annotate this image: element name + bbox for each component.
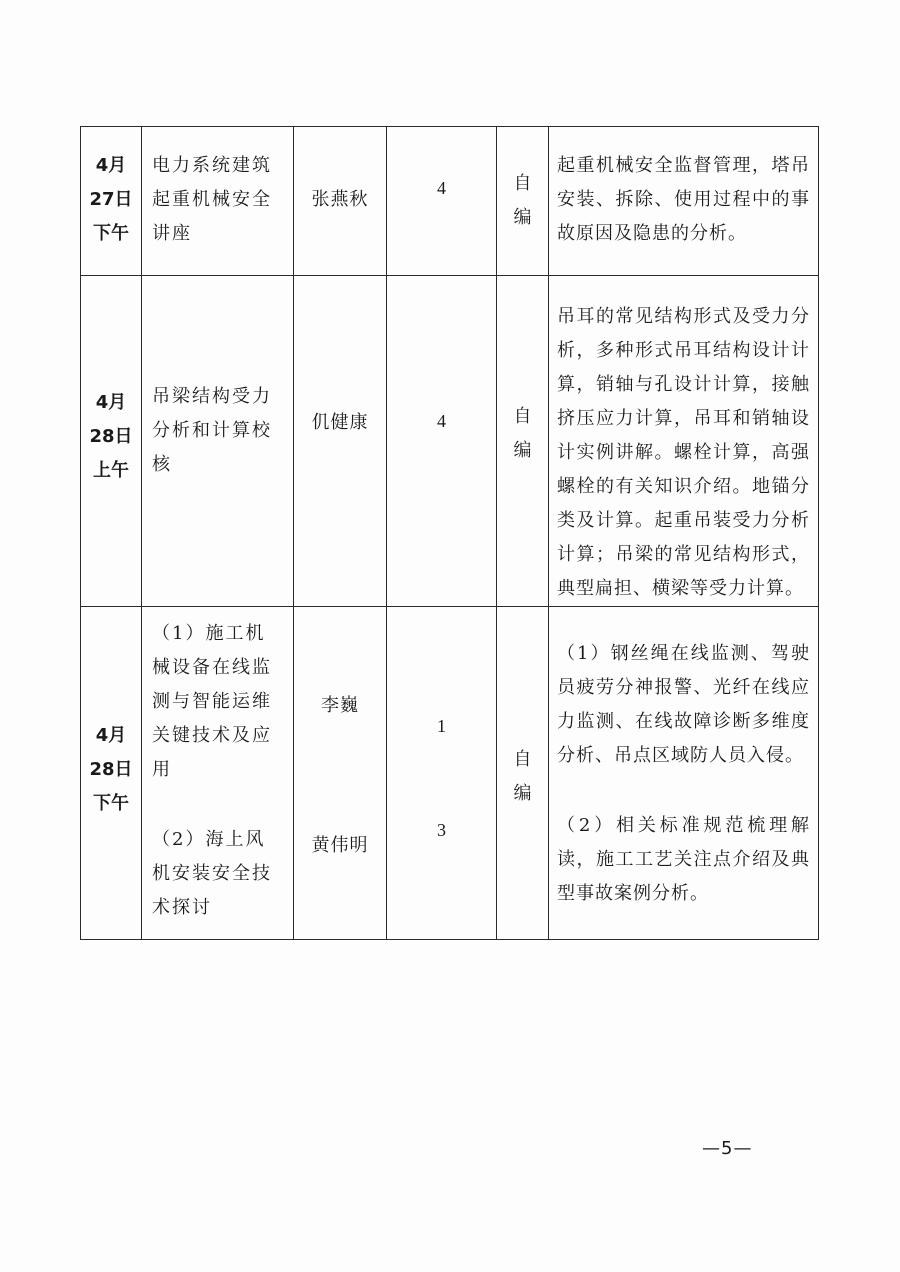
- date-cell: [81, 607, 142, 940]
- date-period: 下午: [93, 793, 129, 814]
- lecturer-cell: [294, 127, 387, 276]
- lecturer-cell: [294, 276, 387, 607]
- topic-cell: [142, 276, 294, 607]
- hours-cell: [387, 127, 497, 276]
- topic-text-2: （2）海上风机安装安全技术探讨: [152, 829, 272, 918]
- table-row: [81, 127, 819, 276]
- topic-text: 电力系统建筑起重机械安全讲座: [152, 155, 272, 244]
- date-day: 27日: [89, 189, 133, 210]
- content-cell: [549, 607, 819, 940]
- hours-value: 4: [437, 178, 446, 198]
- content-cell: [549, 276, 819, 607]
- lecturer-name-2: 黄伟明: [311, 835, 369, 856]
- date-day: 28日: [89, 759, 133, 780]
- date-cell: [81, 276, 142, 607]
- topic-text-1: （1）施工机械设备在线监测与智能运维关键技术及应用: [152, 623, 272, 780]
- material-char: 编: [513, 207, 532, 228]
- training-schedule-table: [80, 126, 819, 940]
- content-text: 吊耳的常见结构形式及受力分析，多种形式吊耳结构设计计算，销轴与孔设计计算，接触挤压应力计算，吊耳和销轴设计实例讲解。螺栓计算，高强螺栓的有关知识介绍。地锚分类及计算。起重吊装受力分析计算；吊梁的常见结构形式，典型扁担、横梁等受力计算。: [557, 306, 810, 599]
- content-text-2: （2）相关标准规范梳理解读，施工工艺关注点介绍及典型事故案例分析。: [557, 815, 810, 904]
- hours-cell: [387, 276, 497, 607]
- material-cell: [497, 276, 549, 607]
- lecturer-name-1: 李巍: [321, 695, 359, 716]
- material-char: 编: [513, 783, 532, 804]
- material-char: 自: [513, 173, 532, 194]
- content-cell: [549, 127, 819, 276]
- date-month: 4月: [95, 155, 127, 176]
- date-month: 4月: [95, 725, 127, 746]
- table-row: [81, 607, 819, 940]
- hours-value: 4: [437, 411, 446, 431]
- lecturer-name: 张燕秋: [311, 189, 369, 210]
- material-char: 自: [513, 749, 532, 770]
- material-cell: [497, 127, 549, 276]
- hours-cell: [387, 607, 497, 940]
- date-month: 4月: [95, 392, 127, 413]
- content-text: 起重机械安全监督管理，塔吊安装、拆除、使用过程中的事故原因及隐患的分析。: [557, 155, 810, 244]
- date-period: 上午: [93, 460, 129, 481]
- topic-cell: [142, 127, 294, 276]
- page-number: —5—: [702, 1138, 753, 1159]
- date-cell: [81, 127, 142, 276]
- material-cell: [497, 607, 549, 940]
- hours-value-1: 1: [437, 716, 446, 736]
- date-day: 28日: [89, 426, 133, 447]
- table-row: [81, 276, 819, 607]
- hours-value-2: 3: [437, 820, 446, 840]
- lecturer-name: 仉健康: [311, 412, 369, 433]
- material-char: 自: [513, 406, 532, 427]
- material-char: 编: [513, 440, 532, 461]
- topic-cell: [142, 607, 294, 940]
- date-period: 下午: [93, 223, 129, 244]
- content-text-1: （1）钢丝绳在线监测、驾驶员疲劳分神报警、光纤在线应力监测、在线故障诊断多维度分析、吊点区域防人员入侵。: [557, 643, 810, 766]
- lecturer-cell: [294, 607, 387, 940]
- topic-text: 吊梁结构受力分析和计算校核: [152, 386, 272, 475]
